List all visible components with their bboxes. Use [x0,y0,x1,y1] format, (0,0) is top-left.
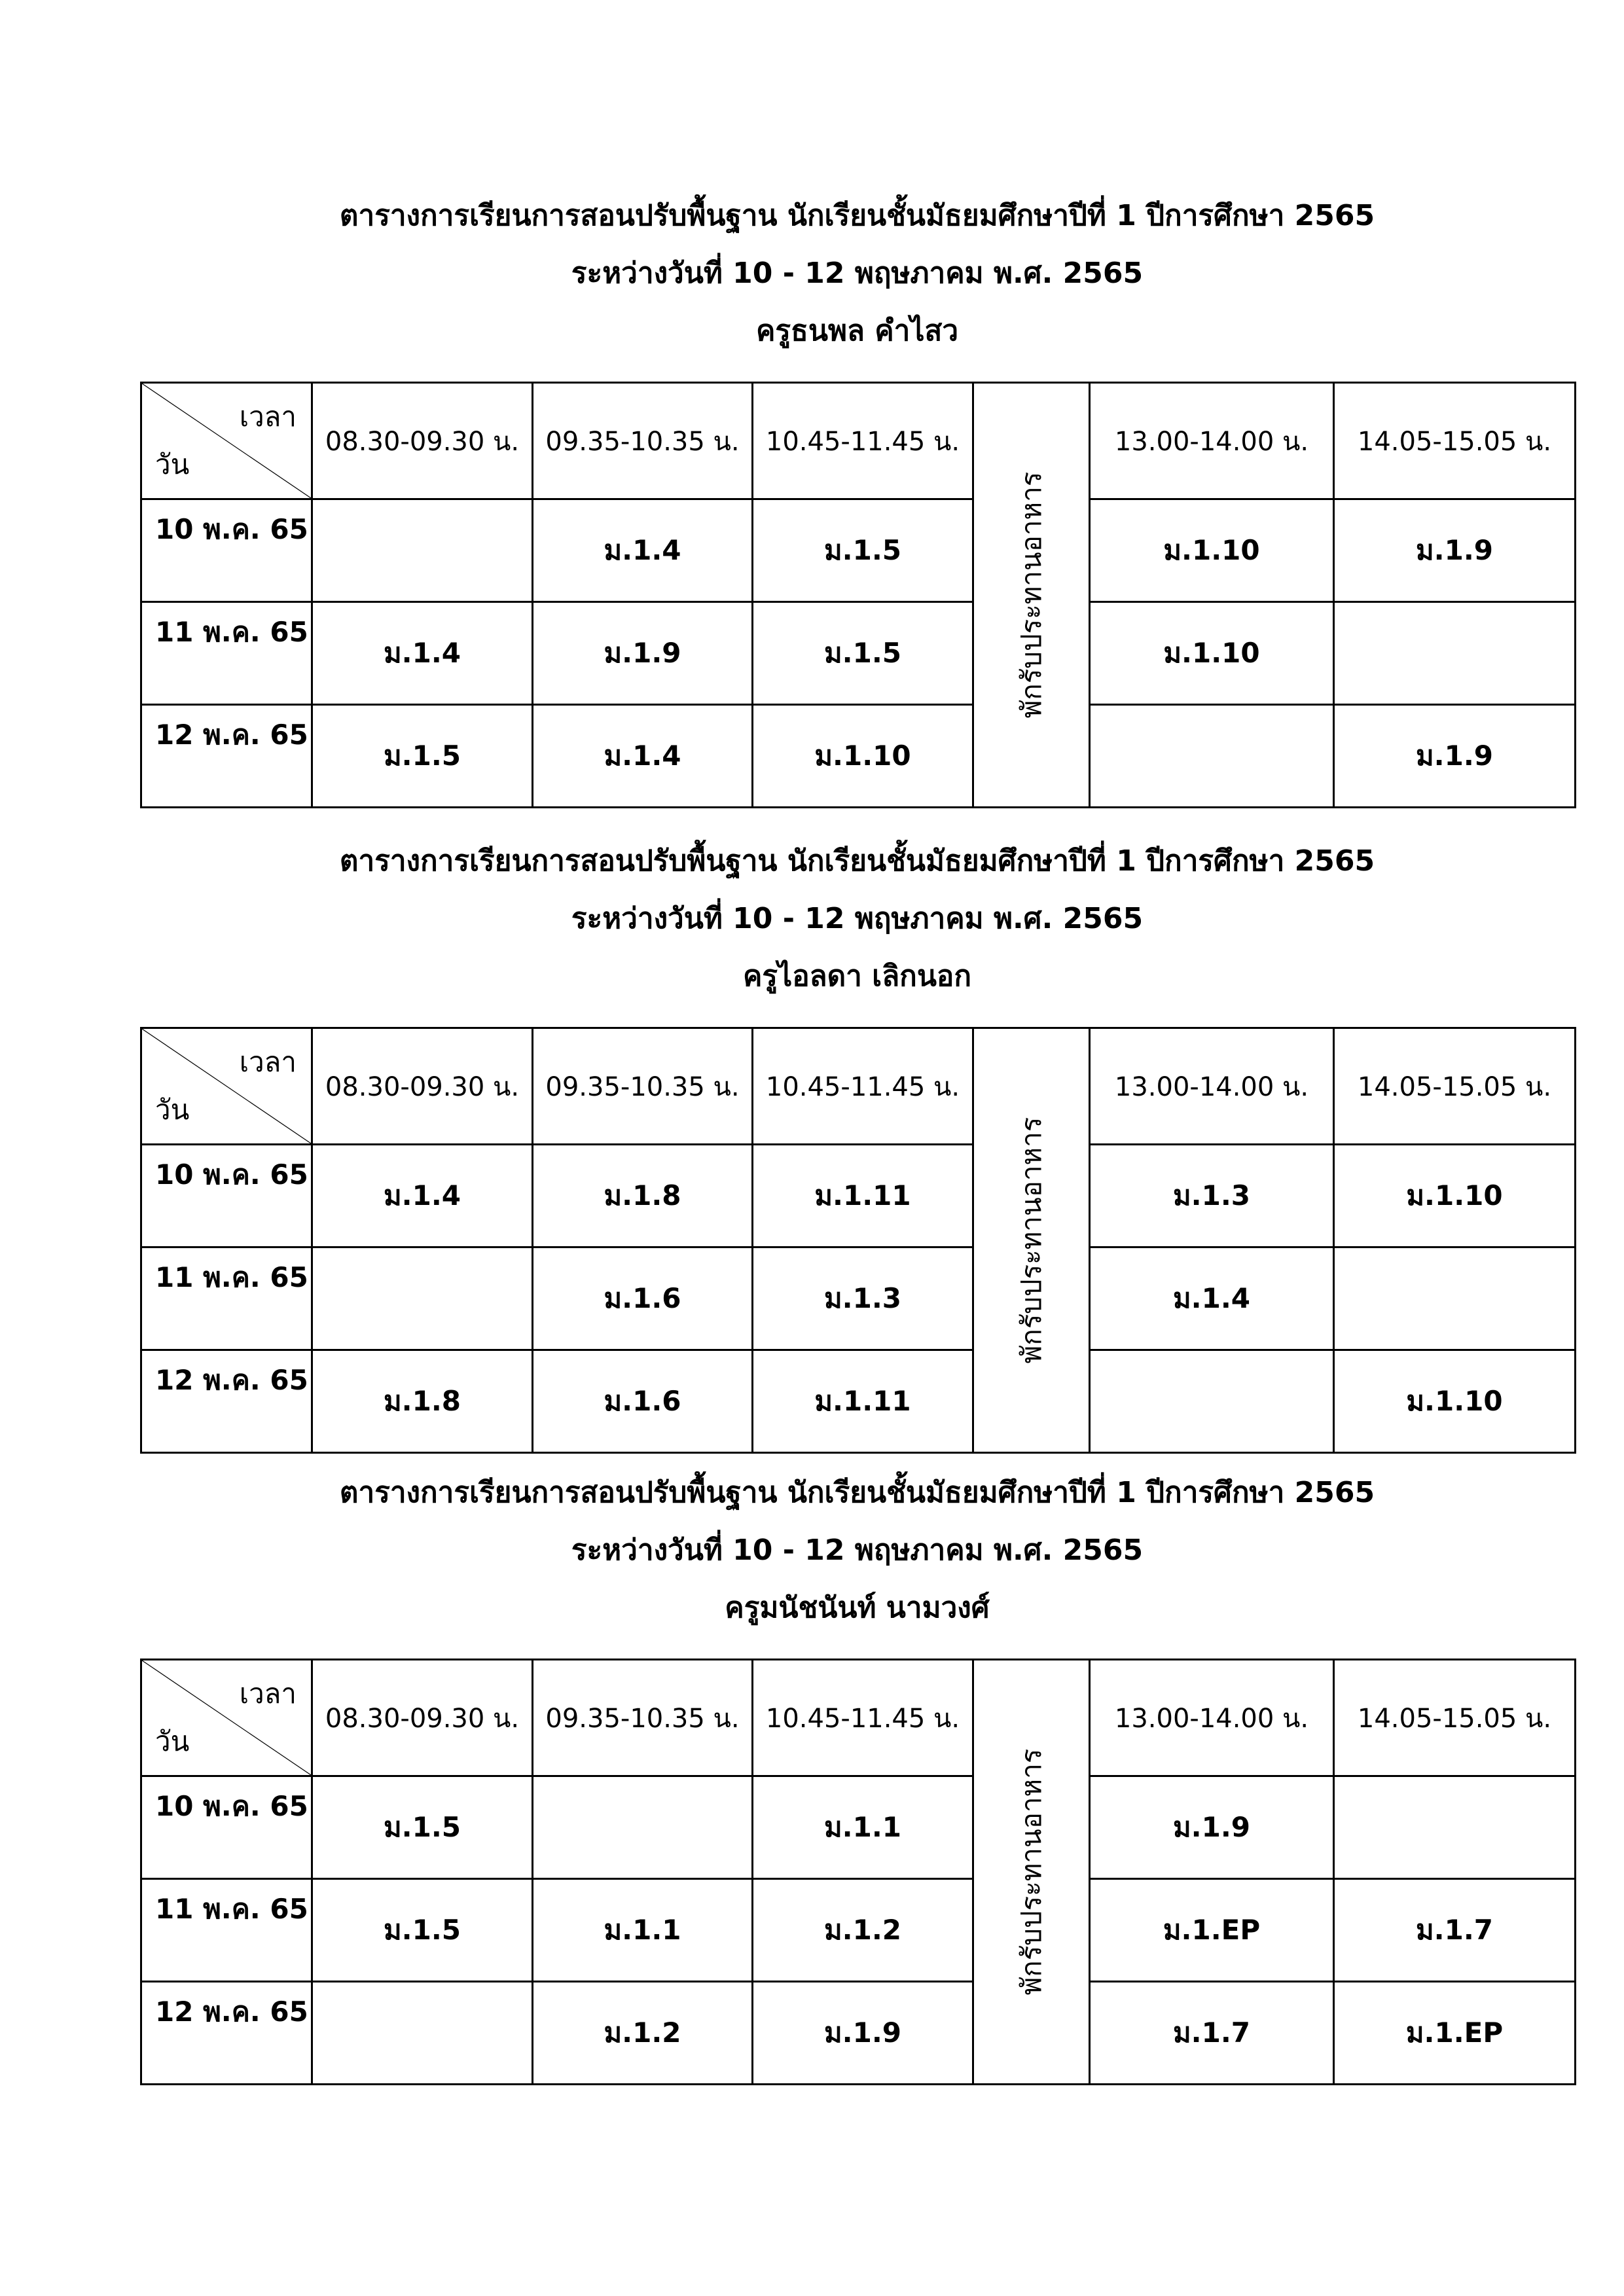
table-row [141,499,1576,602]
period-header: 13.00-14.00 น. [1090,1660,1334,1776]
period-header: 14.05-15.05 น. [1334,1660,1576,1776]
day-label: 10 พ.ค. 65 [141,1776,312,1879]
schedule-table [140,382,1576,808]
class-cell: ม.1.11 [753,1145,973,1247]
class-cell: ม.1.10 [1334,1350,1576,1453]
class-cell [1090,705,1334,808]
class-cell: ม.1.3 [1090,1145,1334,1247]
header-row [141,1028,1576,1145]
day-label: 11 พ.ค. 65 [141,1879,312,1982]
corner-cell [141,383,312,499]
class-cell [1090,1350,1334,1453]
lunch-break-cell [973,1028,1090,1453]
table-row [141,1247,1576,1350]
day-axis-label: วัน [155,448,190,480]
time-axis-label: เวลา [239,1677,297,1710]
table-row [141,705,1576,808]
class-cell: ม.1.5 [312,705,533,808]
period-header: 08.30-09.30 น. [312,1660,533,1776]
class-cell: ม.1.8 [312,1350,533,1453]
class-cell: ม.1.5 [753,499,973,602]
class-cell: ม.1.1 [533,1879,753,1982]
period-header: 10.45-11.45 น. [753,1028,973,1145]
class-cell: ม.1.2 [533,1982,753,2085]
header-row [141,383,1576,499]
table-row [141,1879,1576,1982]
schedule-title: ตารางการเรียนการสอนปรับพื้นฐาน นักเรียนชั้นมัธยมศึกษาปีที่ 1 ปีการศึกษา 2565 [339,1476,1375,1509]
class-cell: ม.1.10 [1090,602,1334,705]
class-cell: ม.1.4 [1090,1247,1334,1350]
teacher-name: ครูมนัชนันท์ นามวงศ์ [725,1591,990,1624]
schedule-title: ตารางการเรียนการสอนปรับพื้นฐาน นักเรียนชั้นมัธยมศึกษาปีที่ 1 ปีการศึกษา 2565 [339,844,1375,878]
class-cell: ม.1.9 [1334,499,1576,602]
table-row [141,1145,1576,1247]
class-cell: ม.1.9 [753,1982,973,2085]
teacher-name: ครูไอลดา เลิกนอก [743,960,971,993]
table-row [141,1350,1576,1453]
schedule-date-range: ระหว่างวันที่ 10 - 12 พฤษภาคม พ.ศ. 2565 [571,1534,1144,1567]
class-cell: ม.1.10 [753,705,973,808]
period-header: 14.05-15.05 น. [1334,383,1576,499]
class-cell: ม.1.5 [753,602,973,705]
teacher-name: ครูธนพล คำไสว [755,314,959,348]
period-header: 10.45-11.45 น. [753,383,973,499]
period-header: 13.00-14.00 น. [1090,383,1334,499]
class-cell [533,1776,753,1879]
period-header: 08.30-09.30 น. [312,1028,533,1145]
class-cell: ม.1.10 [1334,1145,1576,1247]
day-label: 10 พ.ค. 65 [141,1145,312,1247]
day-axis-label: วัน [155,1725,190,1757]
class-cell [312,1982,533,2085]
table-row [141,1776,1576,1879]
class-cell: ม.1.7 [1334,1879,1576,1982]
time-axis-label: เวลา [239,401,297,433]
day-label: 12 พ.ค. 65 [141,1982,312,2085]
period-header: 14.05-15.05 น. [1334,1028,1576,1145]
day-label: 12 พ.ค. 65 [141,1350,312,1453]
class-cell: ม.1.5 [312,1776,533,1879]
lunch-break-cell [973,1660,1090,2085]
corner-cell [141,1660,312,1776]
class-cell: ม.1.11 [753,1350,973,1453]
class-cell [312,1247,533,1350]
lunch-break-cell [973,383,1090,808]
class-cell [1334,1776,1576,1879]
class-cell: ม.1.7 [1090,1982,1334,2085]
corner-cell [141,1028,312,1145]
table-row [141,602,1576,705]
period-header: 09.35-10.35 น. [533,1028,753,1145]
class-cell: ม.1.2 [753,1879,973,1982]
class-cell: ม.1.4 [533,705,753,808]
day-label: 11 พ.ค. 65 [141,1247,312,1350]
class-cell [312,499,533,602]
class-cell: ม.1.5 [312,1879,533,1982]
class-cell: ม.1.9 [533,602,753,705]
day-axis-label: วัน [155,1094,190,1126]
period-header: 08.30-09.30 น. [312,383,533,499]
day-label: 12 พ.ค. 65 [141,705,312,808]
lunch-break-label: พักรับประทานอาหาร [1015,1117,1047,1364]
period-header: 10.45-11.45 น. [753,1660,973,1776]
class-cell [1334,1247,1576,1350]
lunch-break-label: พักรับประทานอาหาร [1015,1748,1047,1996]
class-cell: ม.1.3 [753,1247,973,1350]
class-cell: ม.1.EP [1334,1982,1576,2085]
lunch-break-label: พักรับประทานอาหาร [1015,471,1047,719]
class-cell: ม.1.4 [533,499,753,602]
schedule-date-range: ระหว่างวันที่ 10 - 12 พฤษภาคม พ.ศ. 2565 [571,902,1144,935]
day-label: 10 พ.ค. 65 [141,499,312,602]
schedule-date-range: ระหว่างวันที่ 10 - 12 พฤษภาคม พ.ศ. 2565 [571,257,1144,290]
class-cell: ม.1.EP [1090,1879,1334,1982]
schedule-table [140,1659,1576,2085]
class-cell: ม.1.6 [533,1247,753,1350]
table-row [141,1982,1576,2085]
time-axis-label: เวลา [239,1046,297,1078]
class-cell: ม.1.4 [312,602,533,705]
schedule-table [140,1027,1576,1454]
class-cell: ม.1.8 [533,1145,753,1247]
period-header: 09.35-10.35 น. [533,1660,753,1776]
class-cell: ม.1.10 [1090,499,1334,602]
class-cell: ม.1.4 [312,1145,533,1247]
class-cell: ม.1.9 [1090,1776,1334,1879]
class-cell: ม.1.9 [1334,705,1576,808]
period-header: 09.35-10.35 น. [533,383,753,499]
header-row [141,1660,1576,1776]
class-cell: ม.1.1 [753,1776,973,1879]
class-cell: ม.1.6 [533,1350,753,1453]
period-header: 13.00-14.00 น. [1090,1028,1334,1145]
day-label: 11 พ.ค. 65 [141,602,312,705]
schedule-title: ตารางการเรียนการสอนปรับพื้นฐาน นักเรียนชั้นมัธยมศึกษาปีที่ 1 ปีการศึกษา 2565 [339,199,1375,232]
class-cell [1334,602,1576,705]
